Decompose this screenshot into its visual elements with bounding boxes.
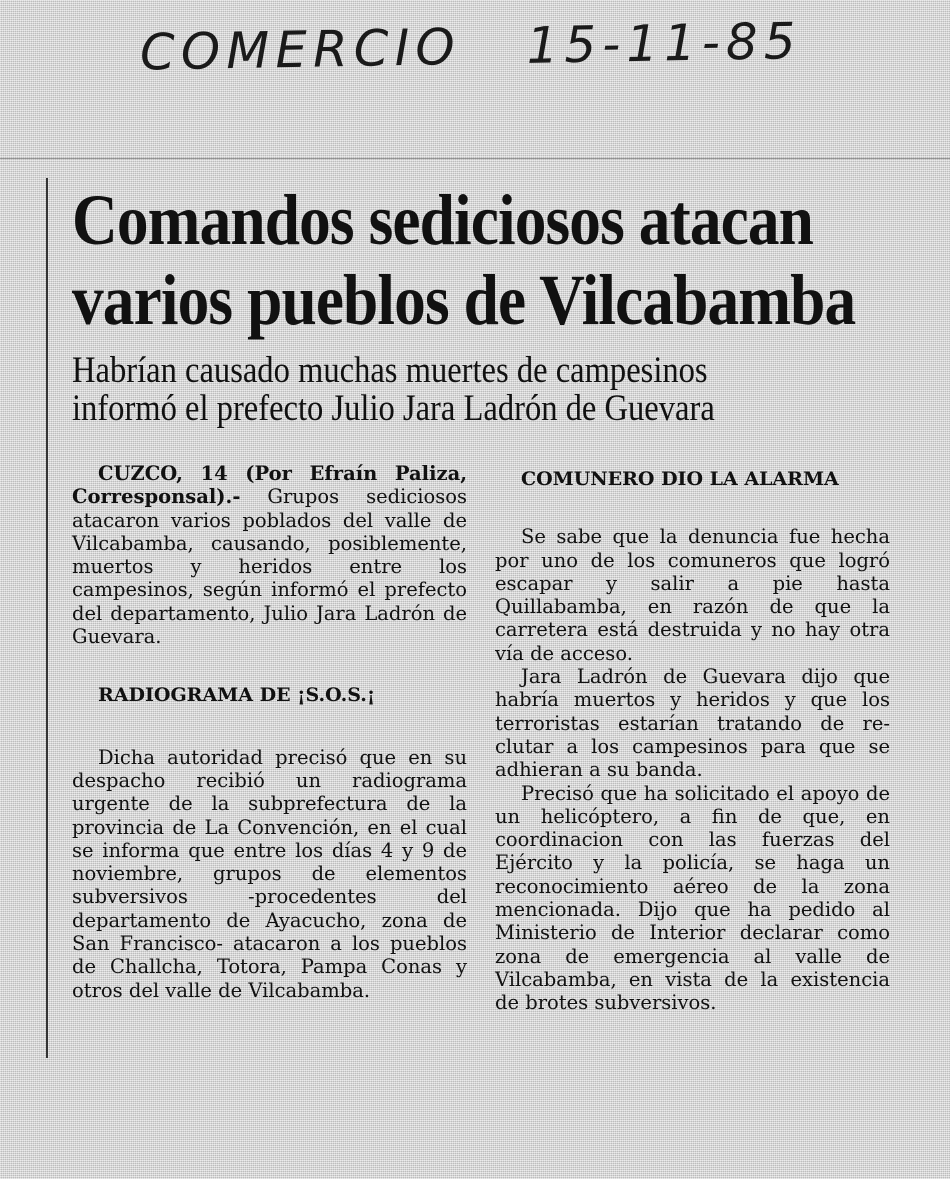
section-heading-radiograma: RADIOGRAMA DE ¡S.O.S.¡ xyxy=(98,684,376,707)
dateline: CUZCO, 14 (Por Efraín Paliza, Corresponsal).- xyxy=(72,462,467,509)
subheadline-line-2: informó el prefecto Julio Jara Ladrón de Guevara xyxy=(72,388,715,429)
headline-line-1: Comandos sediciosos atacan xyxy=(72,180,814,260)
right-column xyxy=(495,462,890,1015)
body-paragraph: Jara Ladrón de Guevara dijo que habría muertos y heridos y que los terroristas estarían tratando de reclutar a los campesinos para que se adhieran a su banda. xyxy=(495,665,890,782)
left-column xyxy=(72,462,467,1002)
subheadline-line-1: Habrían causado muchas muertes de campesinos xyxy=(72,350,708,391)
headline xyxy=(72,180,864,340)
section-heading-comunero: COMUNERO DIO LA ALARMA xyxy=(521,468,839,490)
handwritten-annotation xyxy=(139,12,802,93)
body-paragraph: Se sabe que la denuncia fue hecha por uno de los comuneros que logró escapar y salir a pie hasta Quillabamba, en razón de que la carretera está destruida y no hay otra vía de acceso. xyxy=(495,525,890,665)
lead-paragraph xyxy=(72,462,467,648)
handwritten-date: 15-11-85 xyxy=(526,12,802,75)
column-rule xyxy=(46,178,48,1058)
body-paragraph: Dicha autoridad precisó que en su despacho recibió un radiograma urgente de la subprefectura de la provincia de La Convención, en el cual se informa que entre los días 4 y 9 de noviembre, grupos de elementos subversivos -procedentes del departamento de Ayacucho, zona de San Francisco- atacaron a los pueblos de Challcha, Totora, Pampa Conas y otros del valle de Vilcabamba. xyxy=(72,745,467,1002)
headline-line-2: varios pueblos de Vilcabamba xyxy=(72,260,856,340)
handwritten-publication: COMERCIO xyxy=(139,17,462,82)
lead-text: Grupos sediciosos atacaron varios poblados del valle de Vilcabamba, causando, posiblemente, muertos y heridos entre los campesinos, según informó el prefecto del departamento, Julio Jara Ladrón de Guevara. xyxy=(72,485,467,649)
clipping-edge xyxy=(0,158,950,159)
subheadline xyxy=(72,352,864,428)
body-paragraph: Precisó que ha solicitado el apoyo de un helicóptero, a fin de que, en coordinacion con las fuerzas del Ejército y la policía, se haga un reconocimiento aéreo de la zona mencionada. Dijo que ha pedido al Ministerio de Interior declarar como zona de emergencia al valle de Vilcabamba, en vista de la existencia de brotes subversivos. xyxy=(495,781,890,1015)
